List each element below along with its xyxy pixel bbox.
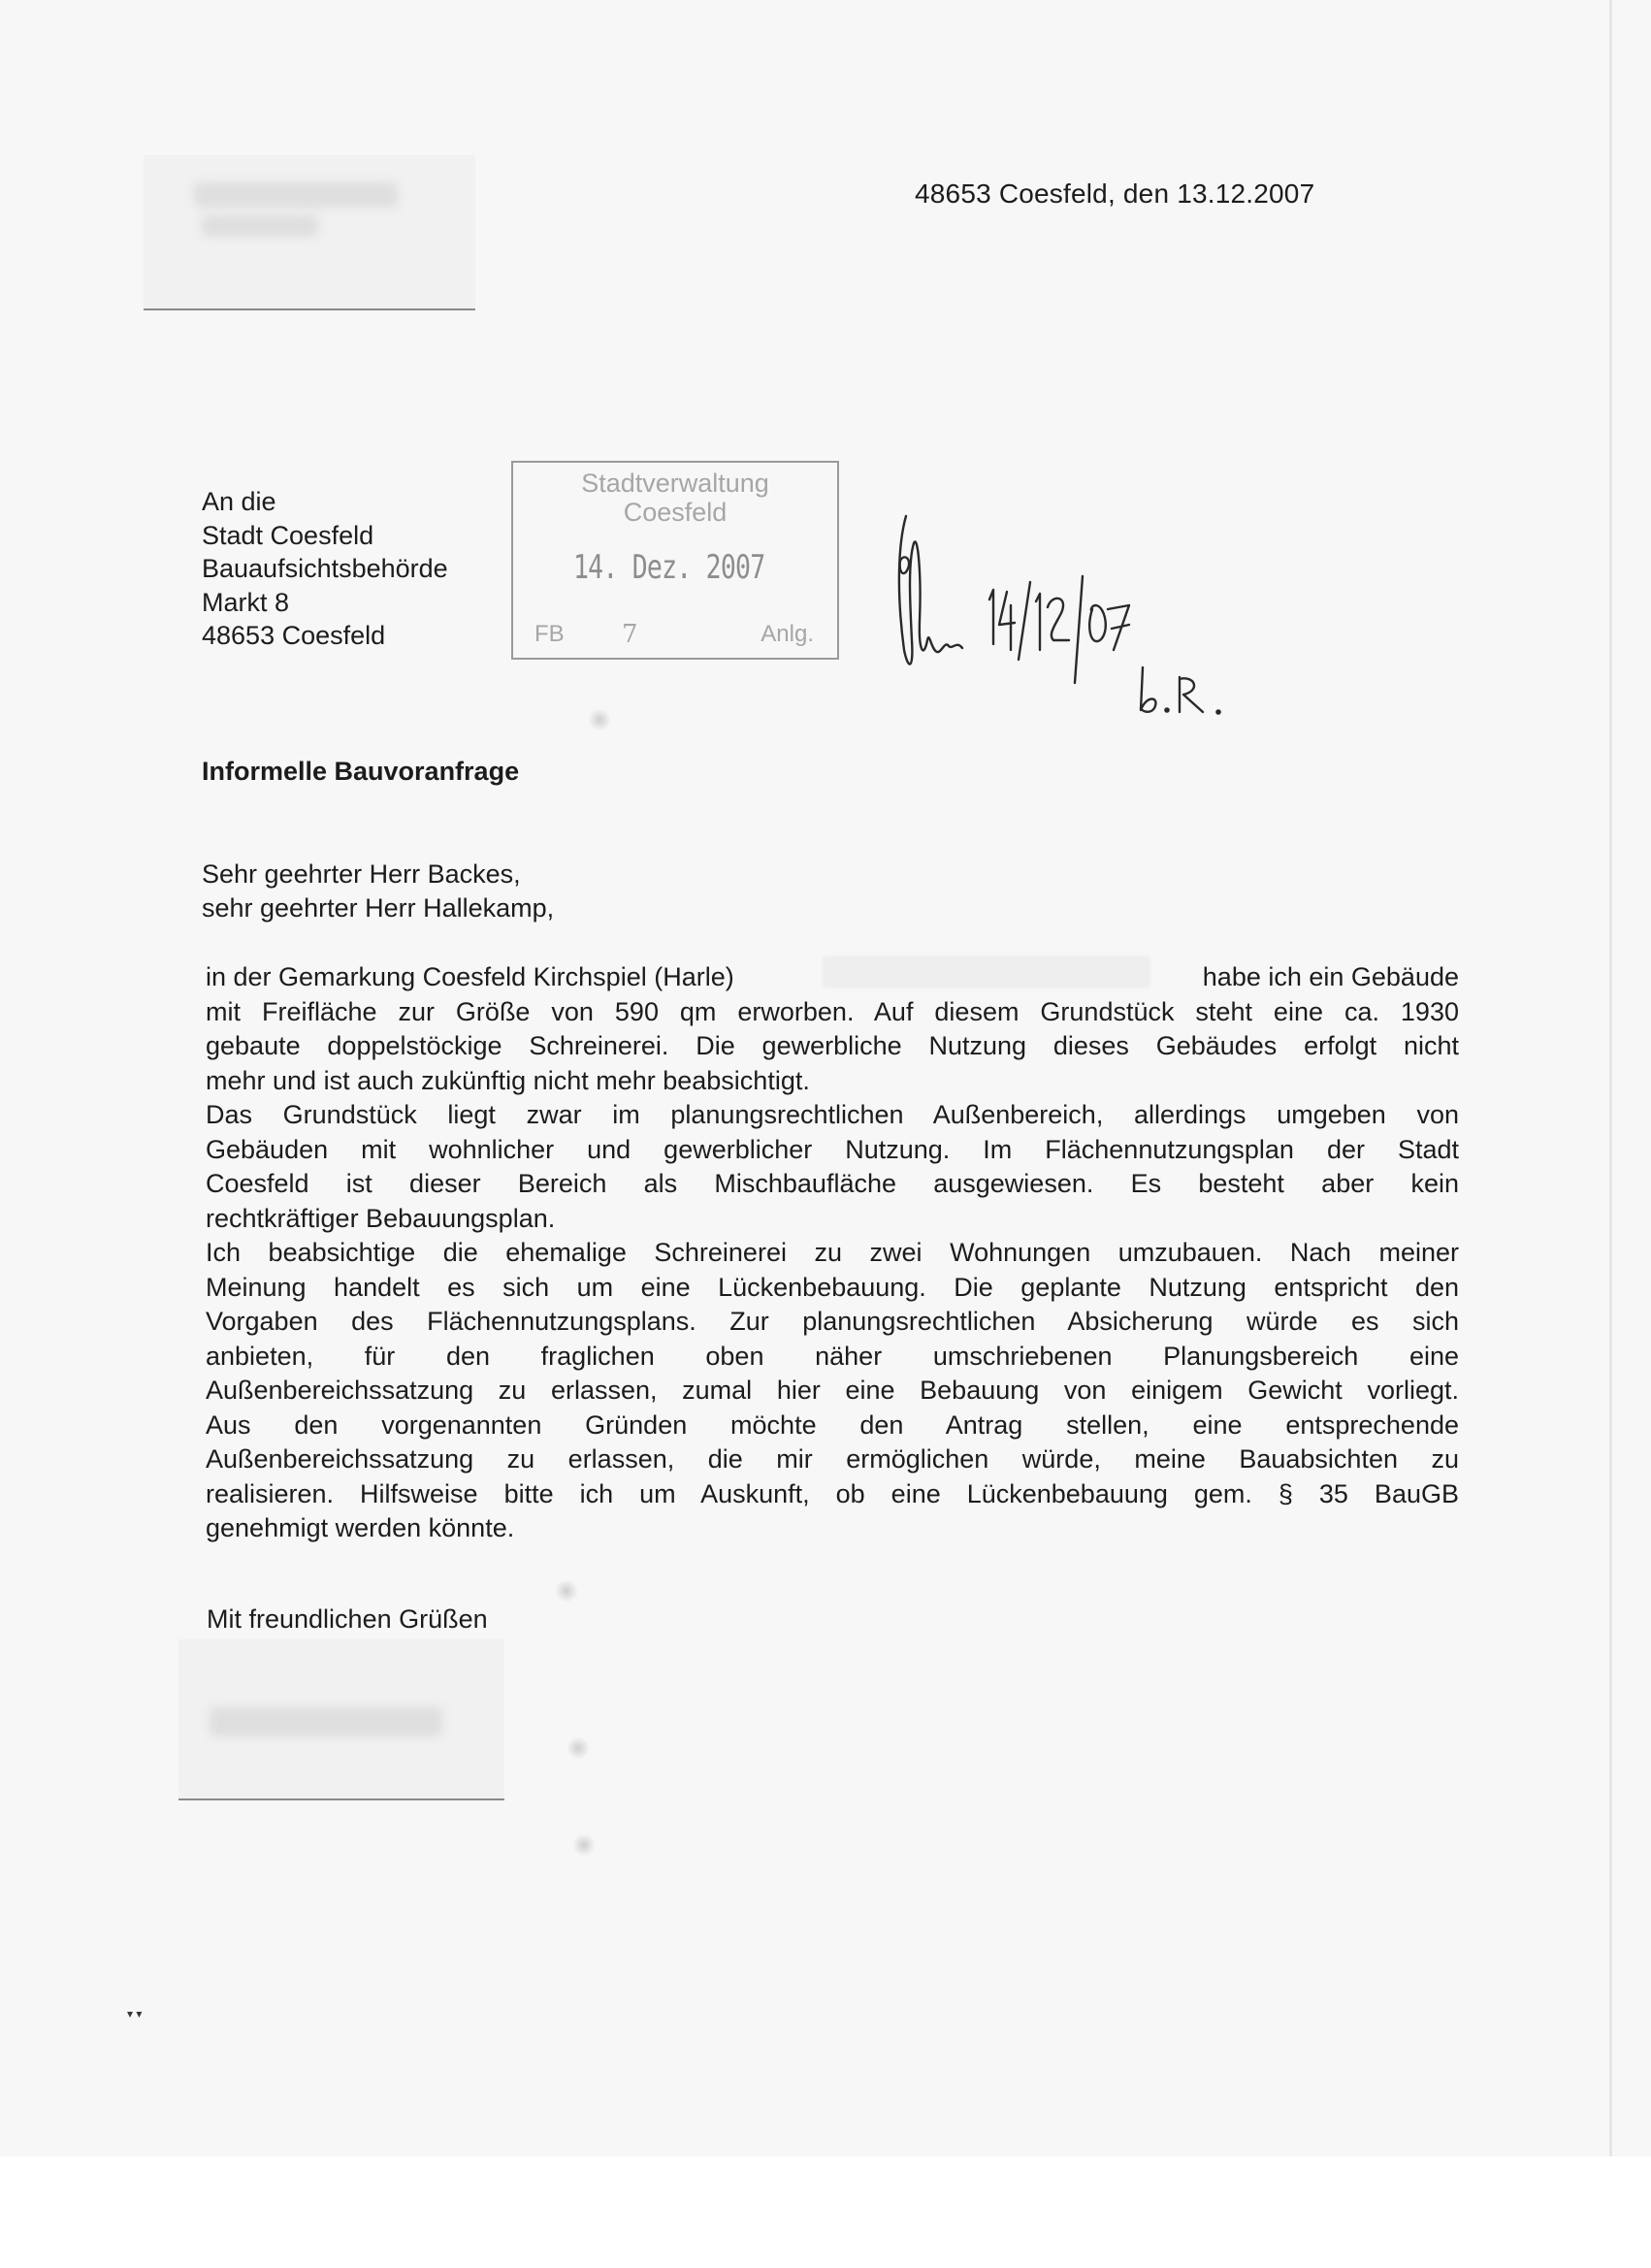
- body-paragraph: [206, 1098, 1459, 1236]
- recipient-line: Markt 8: [202, 587, 290, 617]
- body-paragraph: [206, 1236, 1459, 1546]
- recipient-line: 48653 Coesfeld: [202, 621, 386, 650]
- closing-greeting: Mit freundlichen Grüßen: [207, 1604, 488, 1634]
- salutation: [202, 858, 554, 925]
- body-line: Meinung handelt es sich um eine Lückenbebauung. Die geplante Nutzung entspricht den: [206, 1272, 1459, 1302]
- receipt-stamp: [511, 461, 839, 660]
- body-line: mehr und ist auch zukünftig nicht mehr beabsichtigt.: [206, 1065, 810, 1095]
- salutation-line: sehr geehrter Herr Hallekamp,: [202, 893, 555, 923]
- body-line: Aus den vorgenannten Gründen möchte den Antrag stellen, eine entsprechende: [206, 1409, 1459, 1440]
- stamp-date: 14. Dez. 2007: [573, 548, 765, 587]
- scan-mark: ▾ ▾: [127, 2007, 143, 2021]
- body-line: Gebäuden mit wohnlicher und gewerblicher Nutzung. Im Flächennutzungsplan der Stadt: [206, 1134, 1459, 1164]
- redacted-parcel-reference: [823, 956, 1150, 988]
- body-line-part: habe ich ein Gebäude: [1202, 962, 1459, 991]
- body-line: gebaute doppelstöckige Schreinerei. Die gewerbliche Nutzung dieses Gebäudes erfolgt nicht: [206, 1031, 1459, 1060]
- body-line-part: in der Gemarkung Coesfeld Kirchspiel (Harle): [206, 962, 734, 991]
- handwritten-note: [1141, 667, 1155, 712]
- scan-speck: [572, 1833, 596, 1857]
- letter-subject: Informelle Bauvoranfrage: [202, 757, 520, 786]
- stamp-fb-label: FB: [534, 621, 565, 647]
- handwritten-annotation: [892, 504, 1242, 728]
- body-line: Das Grundstück liegt zwar im planungsrechtlichen Außenbereich, allerdings umgeben von: [206, 1100, 1459, 1129]
- salutation-line: Sehr geehrter Herr Backes,: [202, 859, 521, 889]
- stamp-org-line: Coesfeld: [623, 498, 728, 527]
- recipient-line: Bauaufsichtsbehörde: [202, 554, 448, 583]
- initials-signature: [899, 516, 962, 664]
- letter-body: [206, 960, 1459, 1546]
- recipient-address: [202, 485, 448, 653]
- body-line: anbieten, für den fraglichen oben näher umschriebenen Planungsbereich eine: [206, 1341, 1459, 1371]
- scan-speck: [555, 1579, 578, 1603]
- scan-edge: [1609, 0, 1612, 2163]
- body-line: Coesfeld ist dieser Bereich als Mischbaufläche ausgewiesen. Es besteht aber kein: [206, 1169, 1459, 1198]
- body-line: Ich beabsichtige die ehemalige Schreinerei zu zwei Wohnungen umzubauen. Nach meiner: [206, 1238, 1459, 1267]
- body-line: Vorgaben des Flächennutzungsplans. Zur planungsrechtlichen Absicherung würde es sich: [206, 1307, 1459, 1336]
- body-line: genehmigt werden könnte.: [206, 1513, 515, 1542]
- place-date: 48653 Coesfeld, den 13.12.2007: [915, 178, 1315, 209]
- redacted-sender-block: [144, 155, 475, 310]
- recipient-line: Stadt Coesfeld: [202, 520, 374, 550]
- body-line: Außenbereichssatzung zu erlassen, die mir ermöglichen würde, meine Bauabsichten zu: [206, 1444, 1459, 1474]
- body-line: rechtkräftiger Bebauungsplan.: [206, 1203, 556, 1233]
- body-line: Außenbereichssatzung zu erlassen, zumal hier eine Bebauung von einigem Gewicht vorliegt.: [206, 1376, 1459, 1405]
- body-line: mit Freifläche zur Größe von 590 qm erworben. Auf diesem Grundstück steht eine ca. 1930: [206, 996, 1459, 1026]
- stamp-fb-value: 7: [622, 620, 638, 649]
- scan-speck: [567, 1736, 590, 1760]
- stamp-org-line: Stadtverwaltung: [581, 469, 769, 498]
- stamp-anlg-label: Anlg.: [761, 621, 814, 647]
- body-line: realisieren. Hilfsweise bitte ich um Auskunft, ob eine Lückenbebauung gem. § 35 BauGB: [206, 1478, 1459, 1508]
- handwritten-date: [989, 590, 993, 644]
- scan-speck: [586, 2163, 609, 2187]
- scan-speck: [588, 708, 611, 731]
- redacted-signature-block: [178, 1639, 504, 1800]
- stamp-org: [513, 469, 837, 527]
- recipient-line: An die: [202, 487, 276, 516]
